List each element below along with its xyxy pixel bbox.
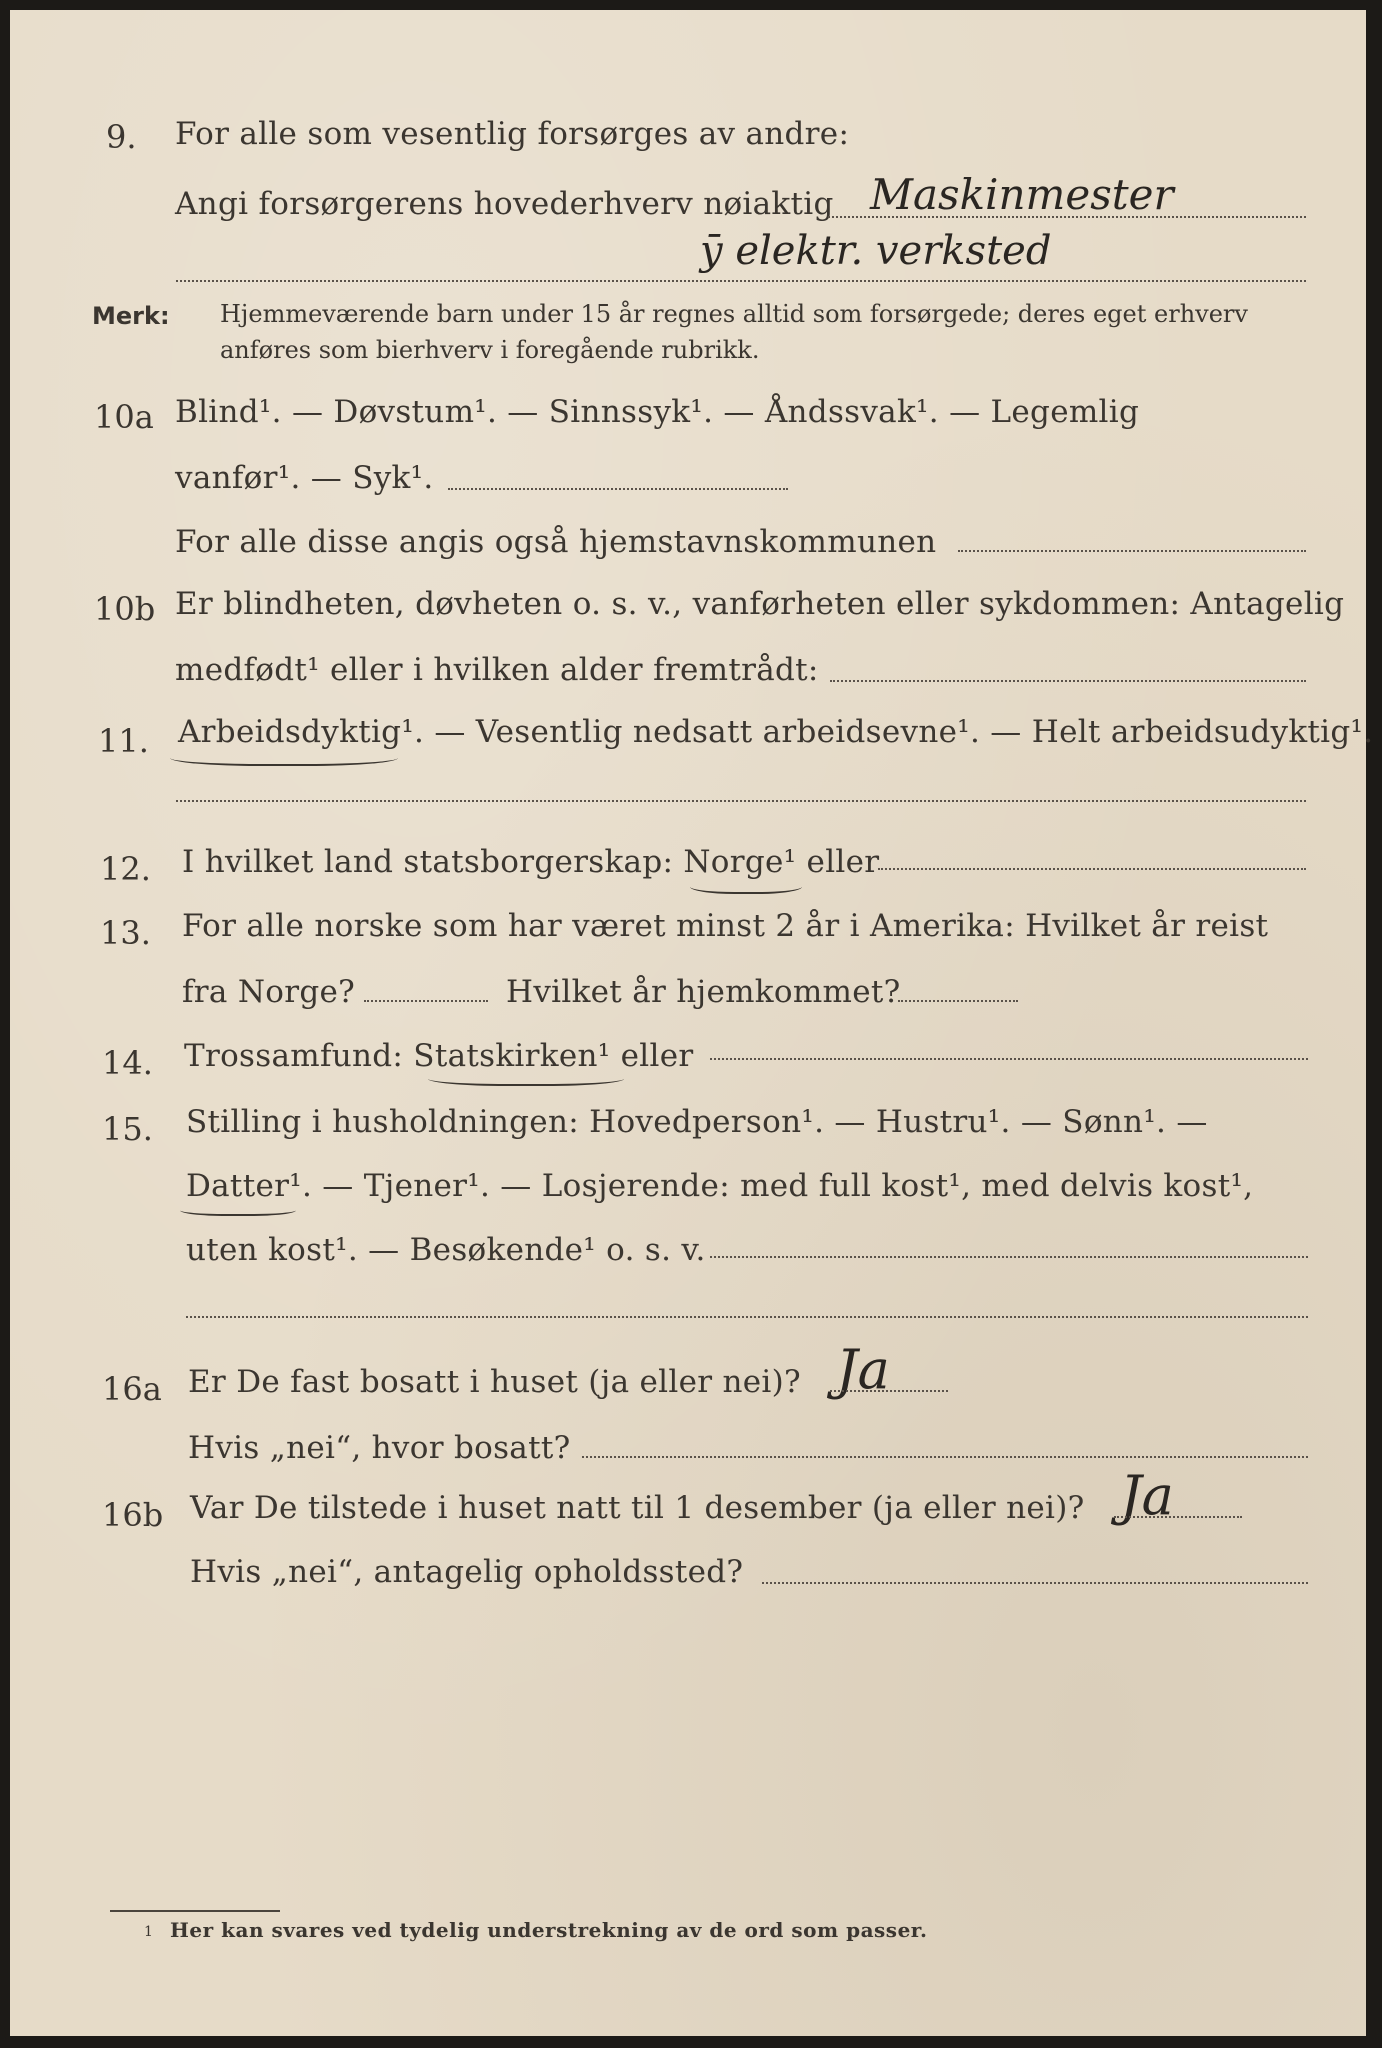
- q14-line1: Trossamfund: Statskirken¹ eller: [184, 1038, 694, 1074]
- q15-line3: uten kost¹. — Besøkende¹ o. s. v.: [186, 1232, 706, 1268]
- q11-answer-line: [176, 800, 1306, 802]
- q16b-number: 16b: [102, 1496, 164, 1534]
- q13-line2a: fra Norge?: [182, 974, 356, 1010]
- q13-number: 13.: [100, 914, 151, 952]
- q16b-answer-line: [1114, 1516, 1242, 1518]
- merk-line1: Hjemmeværende barn under 15 år regnes alltid som forsørgede; deres eget erhverv: [220, 300, 1248, 328]
- q10a-line3: For alle disse angis også hjemstavnskommunen: [175, 524, 937, 560]
- footnote-text: Her kan svares ved tydelig understrekning av de ord som passer.: [170, 1918, 928, 1942]
- q14-number: 14.: [102, 1044, 153, 1082]
- q9-answer-handwritten-2: ȳ elektr. verksted: [700, 228, 1052, 274]
- q11-number: 11.: [98, 722, 149, 760]
- q15-answer-line1: [710, 1256, 1308, 1258]
- q16b-stay-line: [762, 1582, 1308, 1584]
- merk-line2: anføres som bierhverv i foregående rubrikk.: [220, 336, 760, 364]
- q10a-number: 10a: [94, 398, 154, 436]
- q9-number: 9.: [106, 118, 137, 156]
- q15-number: 15.: [102, 1110, 153, 1148]
- q11-line1: Arbeidsdyktig¹. — Vesentlig nedsatt arbeidsevne¹. — Helt arbeidsudyktig¹.: [178, 714, 1374, 750]
- q16b-line2: Hvis „nei“, antagelig opholdssted?: [190, 1554, 744, 1590]
- q13-year-left-line: [364, 1000, 488, 1002]
- q16a-number: 16a: [102, 1370, 162, 1408]
- q12-underline-norge: [690, 876, 802, 894]
- census-form-page: [10, 10, 1374, 2036]
- q15-line1: Stilling i husholdningen: Hovedperson¹. — Hustru¹. — Sønn¹. —: [186, 1104, 1208, 1140]
- q9-answer-line2: [176, 280, 1306, 282]
- q10b-line1: Er blindheten, døvheten o. s. v., vanførheten eller sykdommen: Antagelig: [175, 586, 1345, 622]
- q16a-line2: Hvis „nei“, hvor bosatt?: [188, 1430, 571, 1466]
- q12-line1: I hvilket land statsborgerskap: Norge¹ eller: [182, 844, 880, 880]
- merk-label: Merk:: [92, 302, 170, 330]
- footnote-mark: 1: [144, 1924, 153, 1940]
- q16b-line1: Var De tilstede i huset natt til 1 desember (ja eller nei)?: [190, 1490, 1085, 1526]
- q10a-line2: vanfør¹. — Syk¹.: [175, 460, 434, 496]
- q16a-line1: Er De fast bosatt i huset (ja eller nei)?: [188, 1364, 801, 1400]
- q15-underline-datter: [180, 1202, 296, 1216]
- q12-answer-line: [878, 868, 1306, 870]
- q9-line1: For alle som vesentlig forsørges av andre:: [175, 116, 850, 152]
- q12-number: 12.: [100, 850, 151, 888]
- q15-answer-line2: [186, 1316, 1308, 1318]
- q16b-answer-handwritten: Ja: [1120, 1464, 1174, 1527]
- q11-underline-arbeidsdyktig: [170, 746, 398, 766]
- footnote-rule: [110, 1910, 280, 1912]
- q16a-residence-line: [582, 1456, 1308, 1458]
- q9-answer-handwritten-1: Maskinmester: [870, 170, 1174, 219]
- q15-line2: Datter¹. — Tjener¹. — Losjerende: med full kost¹, med delvis kost¹,: [186, 1168, 1254, 1204]
- q13-line1: For alle norske som har været minst 2 år i Amerika: Hvilket år reist: [182, 908, 1269, 944]
- q10a-line1: Blind¹. — Døvstum¹. — Sinnssyk¹. — Åndssvak¹. — Legemlig: [175, 394, 1140, 430]
- q14-underline-statskirken: [428, 1068, 624, 1086]
- q16a-answer-line: [830, 1390, 948, 1392]
- q10b-answer-line: [830, 680, 1306, 682]
- q13-year-returned-line: [898, 1000, 1018, 1002]
- q10a-home-municipality-line: [958, 550, 1306, 552]
- q16a-answer-handwritten: Ja: [836, 1338, 890, 1401]
- q9-line2: Angi forsørgerens hovederhverv nøiaktig: [175, 186, 834, 222]
- q14-answer-line: [710, 1058, 1308, 1060]
- q10a-answer-line: [448, 488, 788, 490]
- q10b-number: 10b: [94, 590, 156, 628]
- q10b-line2: medfødt¹ eller i hvilken alder fremtrådt:: [175, 652, 819, 688]
- q13-line2b: Hvilket år hjemkommet?: [506, 974, 901, 1010]
